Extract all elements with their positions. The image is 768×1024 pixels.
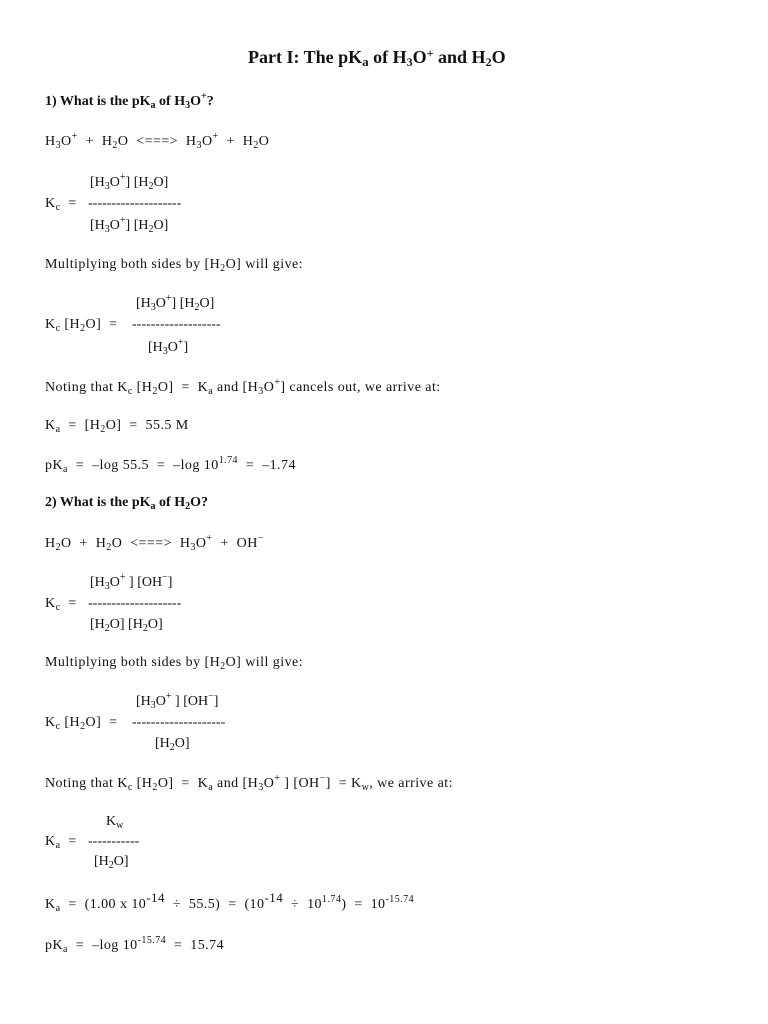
section-1-noting-text: Noting that $K_c$ $[H_2O] = K_a$ and $[H_3O^+]$ cancels out, we arrive at: — [45, 377, 441, 397]
kc2-label-2: $K_c$ $[H_2O]$ = — [45, 715, 118, 732]
kc-denominator: $[H_3O^+]$ $[H_2O]$ — [90, 215, 169, 235]
ka-fraction-bar: ----------- — [88, 834, 140, 849]
ka-fraction-label: $K_a$ = — [45, 834, 77, 851]
kc2-denominator-2: $[H_2O]$ — [155, 736, 190, 753]
section-2-multiplying-text: Multiplying both sides by $[H_2O]$ will give: — [45, 655, 304, 672]
kc2-numerator: $[H_3O^+]$ $[H_2O]$ — [136, 293, 215, 313]
ka-result: $K_a = [H_2O] = 55.5$ M — [45, 418, 189, 435]
page-title: Part I: The $pK_a$ of $H_3O^+$ and $H_2O$ — [248, 46, 506, 69]
kc2-fraction-bar-2: -------------------- — [132, 715, 226, 730]
kc-numerator-2: [$H_3O^+$ ] [OH−] — [90, 572, 173, 592]
section-2-heading: 2) What is the $pK_a$ of $H_2O$? — [45, 495, 208, 512]
kc-fraction-bar: -------------------- — [88, 196, 182, 211]
kc-label-2: $K_c$ = — [45, 596, 77, 613]
ka-fraction-denominator: $[H_2O]$ — [94, 854, 129, 871]
kc2-denominator: $[H_3O^+]$ — [148, 337, 189, 357]
ka-value-line: $K_a = (1.00$ x $10^{-14} \div 55.5) = (10^{-14} \div 10^{1.74}) = 10^{-15.74}$ — [45, 890, 415, 914]
section-2-equation: $H_2O + H_2O$ <===> $H_3O^+ + OH^-$ — [45, 533, 264, 553]
section-2-noting-text: Noting that $K_c$ $[H_2O] = K_a$ and [$H_3O^+$ ] $[OH^-] = K_w$, we arrive at: — [45, 773, 453, 793]
kc-numerator: $[H_3O^+]$ $[H_2O]$ — [90, 172, 169, 192]
kc2-fraction-bar: ------------------- — [132, 317, 221, 332]
kc2-label: $K_c$ $[H_2O]$ = — [45, 317, 118, 334]
kc-label: $K_c$ = — [45, 196, 77, 213]
section-1-heading: 1) What is the $pK_a$ of $H_3O^+$? — [45, 91, 214, 111]
kc-denominator-2: $[H_2O]$ $[H_2O]$ — [90, 617, 163, 634]
pka-result: $pK_a = -\log$ 55.5 = –log $10^{1.74} = -1.74$ — [45, 455, 296, 475]
kc-fraction-bar-2: -------------------- — [88, 596, 182, 611]
kc2-numerator-2: [$H_3O^+$ ] [OH−] — [136, 691, 219, 711]
pka-final-line: $pK_a = -\log$ $10^{-15.74} = 15.74$ — [45, 935, 225, 955]
ka-fraction-numerator: $K_w$ — [106, 814, 124, 831]
section-1-multiplying-text: Multiplying both sides by $[H_2O]$ will give: — [45, 257, 304, 274]
section-1-equation: $H_3O^+ + H_2O$ <===> $H_3O^+ + H_2O$ — [45, 131, 270, 151]
